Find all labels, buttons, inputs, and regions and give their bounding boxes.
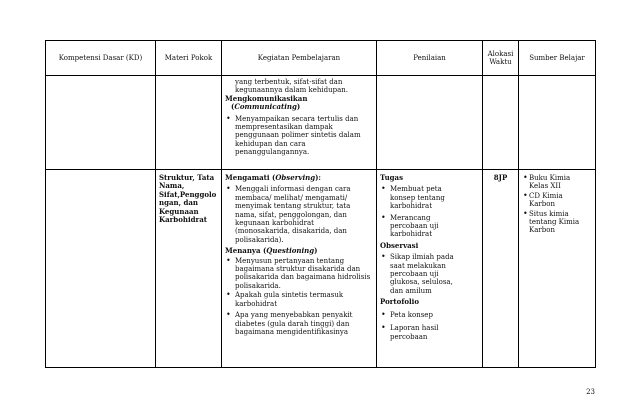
header-kd: Kompetensi Dasar (KD) [46, 41, 156, 76]
header-penilaian: Penilaian [377, 41, 483, 76]
row1-kd [46, 76, 156, 170]
list-item: • Laporan hasil percobaan [380, 324, 479, 341]
list-item: • Menyusun pertanyaan tentang bagaimana struktur disakarida dan polisakarida dan bagaimana hidrolisis polisakarida. [225, 257, 373, 291]
row2-sumber [519, 170, 596, 368]
tugas-title: Tugas [380, 173, 404, 182]
row2-penilaian [377, 170, 483, 368]
row2-alokasi: 8JP [483, 170, 519, 368]
list-item: • Merancang percobaan uji karbohidrat [380, 214, 479, 239]
menanya-title: Menanya (Questioning) [225, 246, 318, 256]
header-kegiatan: Kegiatan Pembelajaran [222, 41, 377, 76]
section-title: Mengkomunikasikan [225, 93, 308, 103]
row2-kegiatan [222, 170, 377, 368]
list-item: • CD Kimia Karbon [522, 192, 592, 209]
observasi-title: Observasi [380, 240, 419, 250]
list-item: • Peta konsep [380, 311, 479, 319]
header-row [46, 41, 596, 76]
list-item: • Sikap ilmiah pada saat melakukan percobaan uji glukosa, selulosa, dan amilum [380, 253, 479, 295]
syllabus-table [45, 40, 596, 368]
row1-materi [156, 76, 222, 170]
row1-kegiatan: yang terbentuk, sifat-sifat dan kegunaannya dalam kehidupan. Mengkomunikasikan (Communicating) • Menyampaikan secara tertulis dan mempresentasikan dampak penggunaan polimer sintetis dalam kehidupan dan cara penanggulangannya. [222, 76, 377, 170]
list-item: • Apakah gula sintetis termasuk karbohidrat [225, 291, 373, 308]
list-item: • Menyampaikan secara tertulis dan mempresentasikan dampak penggunaan polimer sintetis dalam kehidupan dan cara penanggulangannya. [225, 115, 373, 157]
list-item: • Menggali informasi dengan cara membaca/ melihat/ mengamati/ menyimak tentang struktur, tata nama, sifat, penggolongan, dan kegunaan karbohidrat (monosakarida, disakarida, dan polisakarida). [225, 185, 373, 244]
list-item: • Buku Kimia Kelas XII [522, 174, 592, 191]
row2-materi: Struktur, Tata Nama, Sifat,Penggolo ngan, dan Kegunaan Karbohidrat [156, 170, 222, 368]
page-number: 23 [586, 388, 595, 396]
row1-bullets [225, 115, 373, 157]
header-materi: Materi Pokok [156, 41, 222, 76]
section-subtitle: (Communicating) [231, 102, 301, 112]
table-row [46, 76, 596, 170]
header-sumber: Sumber Belajar [519, 41, 596, 76]
row1-sumber [519, 76, 596, 170]
row1-alokasi [483, 76, 519, 170]
list-item: • Apa yang menyebabkan penyakit diabetes (gula darah tinggi) dan bagaimana mengidentifikasinya [225, 311, 373, 336]
list-item: • Membuat peta konsep tentang karbohidrat [380, 185, 479, 210]
row2-kd [46, 170, 156, 368]
header-alokasi: Alokasi Waktu [483, 41, 519, 76]
mengamati-title: Mengamati (Observing): [225, 173, 322, 182]
portofolio-title: Portofolio [380, 297, 420, 307]
table-row [46, 170, 596, 368]
row1-penilaian [377, 76, 483, 170]
list-item: • Situs kimia tentang Kimia Karbon [522, 210, 592, 235]
